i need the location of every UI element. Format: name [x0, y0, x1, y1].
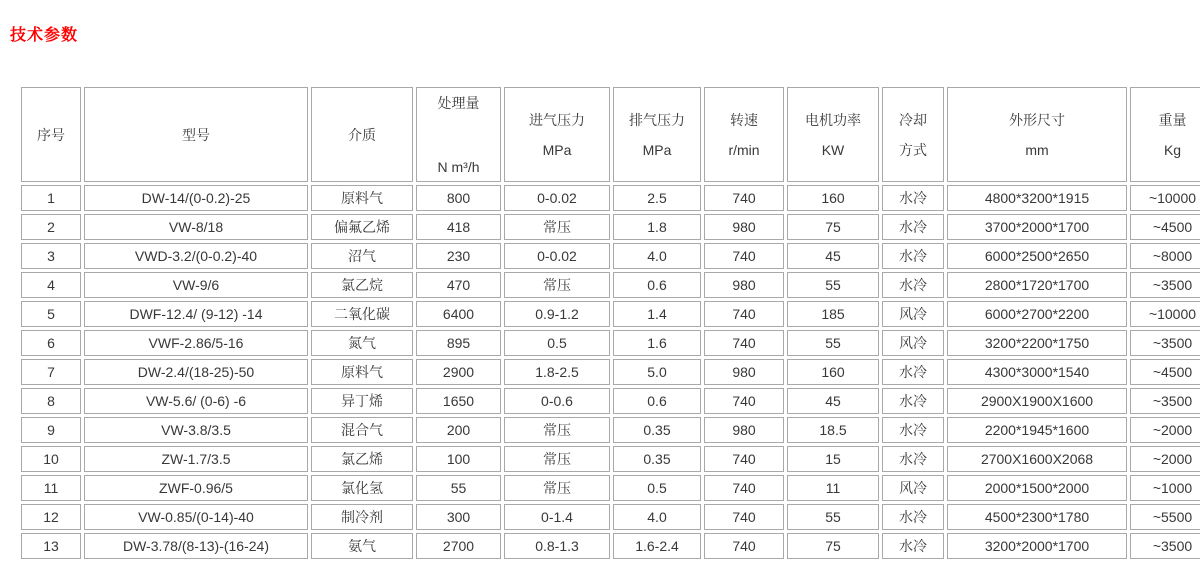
- column-header-weight: [1130, 87, 1200, 182]
- cell-weight: ~8000: [1130, 243, 1200, 269]
- table-row: [21, 533, 1200, 559]
- column-header-medium-line: 介质: [348, 126, 376, 143]
- column-header-capacity-line: 处理量: [437, 94, 480, 111]
- column-header-model: [84, 87, 308, 182]
- column-header-motor-power: [787, 87, 879, 182]
- cell-speed: 740: [704, 330, 784, 356]
- column-header-index-line: 序号: [37, 126, 65, 143]
- cell-weight: ~1000: [1130, 475, 1200, 501]
- column-header-index: [21, 87, 81, 182]
- cell-capacity: 55: [416, 475, 501, 501]
- cell-speed: 740: [704, 446, 784, 472]
- cell-cooling: 水冷: [882, 359, 944, 385]
- cell-motor-power: 75: [787, 214, 879, 240]
- cell-exhaust-pressure: 5.0: [613, 359, 701, 385]
- cell-index: 9: [21, 417, 81, 443]
- cell-index: 2: [21, 214, 81, 240]
- cell-medium: 原料气: [311, 185, 413, 211]
- cell-capacity: 230: [416, 243, 501, 269]
- cell-index: 11: [21, 475, 81, 501]
- cell-cooling: 水冷: [882, 272, 944, 298]
- column-header-motor-power-line: 电机功率: [805, 111, 861, 128]
- cell-motor-power: 160: [787, 185, 879, 211]
- cell-motor-power: 45: [787, 388, 879, 414]
- cell-weight: ~3500: [1130, 388, 1200, 414]
- cell-medium: 二氧化碳: [311, 301, 413, 327]
- cell-cooling: 风冷: [882, 301, 944, 327]
- cell-exhaust-pressure: 0.6: [613, 272, 701, 298]
- cell-medium: 氮气: [311, 330, 413, 356]
- cell-exhaust-pressure: 0.35: [613, 417, 701, 443]
- column-header-weight-line: Kg: [1163, 141, 1182, 158]
- cell-index: 5: [21, 301, 81, 327]
- cell-dimensions: 6000*2700*2200: [947, 301, 1127, 327]
- column-header-dimensions-line: mm: [1025, 141, 1049, 158]
- cell-medium: 偏氟乙烯: [311, 214, 413, 240]
- cell-medium: 原料气: [311, 359, 413, 385]
- table-row: [21, 475, 1200, 501]
- column-header-cooling-line: 冷却: [899, 111, 927, 128]
- cell-capacity: 200: [416, 417, 501, 443]
- cell-model: VWD-3.2/(0-0.2)-40: [84, 243, 308, 269]
- column-header-speed: [704, 87, 784, 182]
- cell-inlet-pressure: 0.5: [504, 330, 610, 356]
- column-header-dimensions: [947, 87, 1127, 182]
- column-header-exhaust-pressure-line: 排气压力: [629, 111, 685, 128]
- cell-cooling: 水冷: [882, 533, 944, 559]
- table-row: [21, 185, 1200, 211]
- table-row: [21, 330, 1200, 356]
- table-row: [21, 388, 1200, 414]
- cell-model: VW-5.6/ (0-6) -6: [84, 388, 308, 414]
- table-row: [21, 301, 1200, 327]
- cell-weight: ~3500: [1130, 272, 1200, 298]
- page-title: 技术参数: [10, 27, 79, 44]
- cell-cooling: 风冷: [882, 475, 944, 501]
- cell-inlet-pressure: 0.8-1.3: [504, 533, 610, 559]
- cell-cooling: 水冷: [882, 214, 944, 240]
- cell-exhaust-pressure: 1.6: [613, 330, 701, 356]
- cell-index: 13: [21, 533, 81, 559]
- cell-speed: 740: [704, 388, 784, 414]
- cell-speed: 740: [704, 533, 784, 559]
- cell-medium: 制冷剂: [311, 504, 413, 530]
- cell-capacity: 2700: [416, 533, 501, 559]
- cell-exhaust-pressure: 2.5: [613, 185, 701, 211]
- cell-medium: 氯乙烯: [311, 446, 413, 472]
- cell-dimensions: 2200*1945*1600: [947, 417, 1127, 443]
- cell-cooling: 水冷: [882, 446, 944, 472]
- cell-index: 3: [21, 243, 81, 269]
- cell-exhaust-pressure: 1.6-2.4: [613, 533, 701, 559]
- column-header-motor-power-line: KW: [821, 141, 845, 158]
- cell-weight: ~4500: [1130, 214, 1200, 240]
- cell-medium: 异丁烯: [311, 388, 413, 414]
- cell-exhaust-pressure: 1.4: [613, 301, 701, 327]
- table-row: [21, 504, 1200, 530]
- cell-capacity: 2900: [416, 359, 501, 385]
- cell-medium: 沼气: [311, 243, 413, 269]
- cell-inlet-pressure: 0-1.4: [504, 504, 610, 530]
- cell-index: 12: [21, 504, 81, 530]
- cell-medium: 氨气: [311, 533, 413, 559]
- table-body: [21, 185, 1200, 559]
- cell-inlet-pressure: 0-0.6: [504, 388, 610, 414]
- cell-medium: 氯乙烷: [311, 272, 413, 298]
- cell-motor-power: 160: [787, 359, 879, 385]
- cell-index: 7: [21, 359, 81, 385]
- cell-weight: ~4500: [1130, 359, 1200, 385]
- cell-index: 4: [21, 272, 81, 298]
- cell-model: DW-3.78/(8-13)-(16-24): [84, 533, 308, 559]
- column-header-inlet-pressure-line: MPa: [542, 141, 572, 158]
- cell-speed: 980: [704, 359, 784, 385]
- cell-model: DW-2.4/(18-25)-50: [84, 359, 308, 385]
- cell-model: VW-9/6: [84, 272, 308, 298]
- cell-inlet-pressure: 常压: [504, 475, 610, 501]
- cell-speed: 980: [704, 214, 784, 240]
- cell-exhaust-pressure: 1.8: [613, 214, 701, 240]
- cell-motor-power: 18.5: [787, 417, 879, 443]
- column-header-exhaust-pressure-line: MPa: [642, 141, 672, 158]
- column-header-inlet-pressure-line: 进气压力: [529, 111, 585, 128]
- cell-exhaust-pressure: 4.0: [613, 504, 701, 530]
- table-row: [21, 214, 1200, 240]
- cell-weight: ~10000: [1130, 185, 1200, 211]
- cell-dimensions: 6000*2500*2650: [947, 243, 1127, 269]
- cell-cooling: 水冷: [882, 417, 944, 443]
- cell-speed: 740: [704, 504, 784, 530]
- cell-capacity: 895: [416, 330, 501, 356]
- cell-dimensions: 2800*1720*1700: [947, 272, 1127, 298]
- cell-dimensions: 3200*2000*1700: [947, 533, 1127, 559]
- cell-model: VWF-2.86/5-16: [84, 330, 308, 356]
- column-header-cooling: [882, 87, 944, 182]
- cell-motor-power: 55: [787, 272, 879, 298]
- table-row: [21, 417, 1200, 443]
- cell-inlet-pressure: 1.8-2.5: [504, 359, 610, 385]
- column-header-dimensions-line: 外形尺寸: [1009, 111, 1065, 128]
- cell-weight: ~3500: [1130, 533, 1200, 559]
- cell-capacity: 470: [416, 272, 501, 298]
- cell-inlet-pressure: 0-0.02: [504, 185, 610, 211]
- cell-capacity: 6400: [416, 301, 501, 327]
- cell-speed: 980: [704, 417, 784, 443]
- cell-weight: ~5500: [1130, 504, 1200, 530]
- column-header-capacity-line: N m³/h: [437, 158, 480, 175]
- column-header-weight-line: 重量: [1158, 111, 1187, 128]
- cell-index: 1: [21, 185, 81, 211]
- cell-cooling: 水冷: [882, 243, 944, 269]
- tech-params-table: [18, 84, 1200, 562]
- cell-dimensions: 2000*1500*2000: [947, 475, 1127, 501]
- cell-dimensions: 3700*2000*1700: [947, 214, 1127, 240]
- header-row: [21, 87, 1200, 182]
- cell-inlet-pressure: 常压: [504, 417, 610, 443]
- cell-speed: 740: [704, 475, 784, 501]
- cell-medium: 氯化氢: [311, 475, 413, 501]
- cell-motor-power: 55: [787, 504, 879, 530]
- cell-medium: 混合气: [311, 417, 413, 443]
- cell-speed: 740: [704, 301, 784, 327]
- cell-model: VW-3.8/3.5: [84, 417, 308, 443]
- cell-motor-power: 15: [787, 446, 879, 472]
- cell-capacity: 100: [416, 446, 501, 472]
- cell-exhaust-pressure: 4.0: [613, 243, 701, 269]
- cell-cooling: 水冷: [882, 185, 944, 211]
- cell-dimensions: 3200*2200*1750: [947, 330, 1127, 356]
- cell-model: DW-14/(0-0.2)-25: [84, 185, 308, 211]
- cell-speed: 740: [704, 243, 784, 269]
- column-header-exhaust-pressure: [613, 87, 701, 182]
- cell-inlet-pressure: 常压: [504, 446, 610, 472]
- cell-model: ZWF-0.96/5: [84, 475, 308, 501]
- cell-capacity: 800: [416, 185, 501, 211]
- cell-exhaust-pressure: 0.5: [613, 475, 701, 501]
- cell-motor-power: 11: [787, 475, 879, 501]
- table-row: [21, 272, 1200, 298]
- cell-cooling: 水冷: [882, 388, 944, 414]
- cell-inlet-pressure: 0.9-1.2: [504, 301, 610, 327]
- column-header-capacity: [416, 87, 501, 182]
- cell-inlet-pressure: 常压: [504, 214, 610, 240]
- cell-dimensions: 4500*2300*1780: [947, 504, 1127, 530]
- cell-capacity: 418: [416, 214, 501, 240]
- cell-cooling: 风冷: [882, 330, 944, 356]
- cell-weight: ~2000: [1130, 417, 1200, 443]
- cell-dimensions: 2700X1600X2068: [947, 446, 1127, 472]
- column-header-inlet-pressure: [504, 87, 610, 182]
- cell-speed: 980: [704, 272, 784, 298]
- table-row: [21, 446, 1200, 472]
- cell-motor-power: 45: [787, 243, 879, 269]
- cell-weight: ~2000: [1130, 446, 1200, 472]
- table-header: [21, 87, 1200, 182]
- cell-weight: ~3500: [1130, 330, 1200, 356]
- cell-dimensions: 4800*3200*1915: [947, 185, 1127, 211]
- cell-weight: ~10000: [1130, 301, 1200, 327]
- column-header-medium: [311, 87, 413, 182]
- table-row: [21, 243, 1200, 269]
- cell-inlet-pressure: 0-0.02: [504, 243, 610, 269]
- cell-motor-power: 55: [787, 330, 879, 356]
- cell-exhaust-pressure: 0.6: [613, 388, 701, 414]
- column-header-speed-line: 转速: [730, 111, 758, 128]
- cell-model: ZW-1.7/3.5: [84, 446, 308, 472]
- cell-motor-power: 185: [787, 301, 879, 327]
- cell-capacity: 1650: [416, 388, 501, 414]
- cell-exhaust-pressure: 0.35: [613, 446, 701, 472]
- cell-dimensions: 4300*3000*1540: [947, 359, 1127, 385]
- column-header-speed-line: r/min: [728, 141, 760, 158]
- column-header-cooling-line: 方式: [899, 141, 927, 158]
- cell-motor-power: 75: [787, 533, 879, 559]
- column-header-model-line: 型号: [182, 126, 210, 143]
- cell-cooling: 水冷: [882, 504, 944, 530]
- cell-index: 8: [21, 388, 81, 414]
- cell-dimensions: 2900X1900X1600: [947, 388, 1127, 414]
- cell-model: VW-8/18: [84, 214, 308, 240]
- cell-speed: 740: [704, 185, 784, 211]
- cell-index: 6: [21, 330, 81, 356]
- cell-model: VW-0.85/(0-14)-40: [84, 504, 308, 530]
- cell-index: 10: [21, 446, 81, 472]
- table-row: [21, 359, 1200, 385]
- cell-inlet-pressure: 常压: [504, 272, 610, 298]
- cell-model: DWF-12.4/ (9-12) -14: [84, 301, 308, 327]
- cell-capacity: 300: [416, 504, 501, 530]
